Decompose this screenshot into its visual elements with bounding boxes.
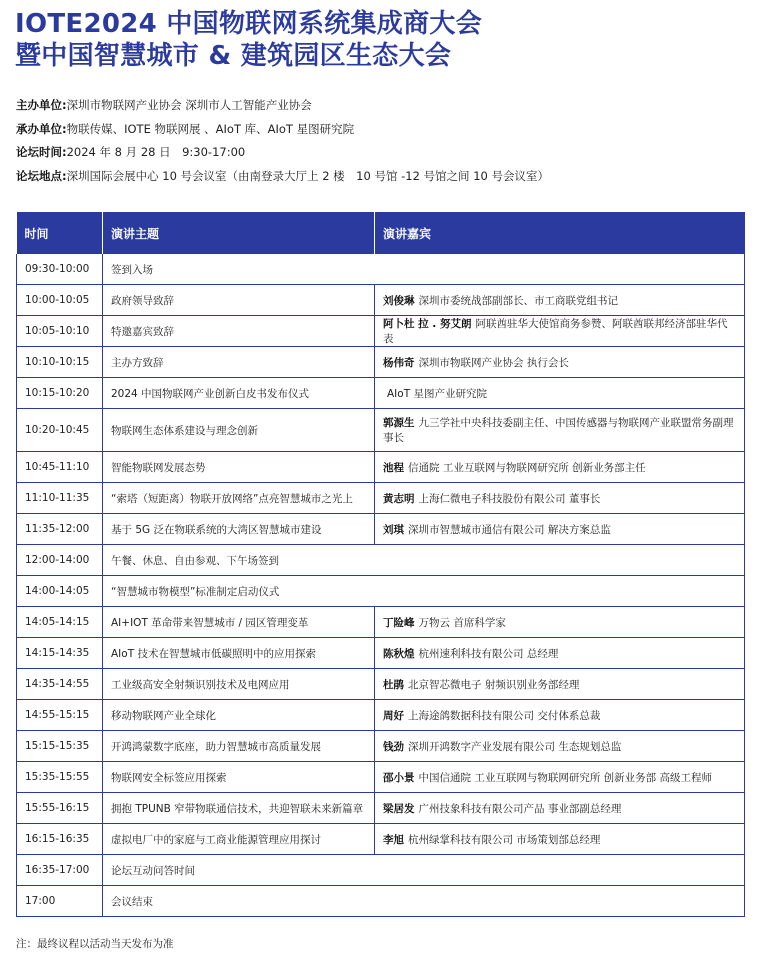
header-speaker: 演讲嘉宾 [375,212,745,254]
agenda-row [17,576,745,607]
info-time [16,141,549,165]
speaker-name: 郭源生 [383,417,415,429]
agenda-row [17,855,745,886]
info-label: 论坛地点: [16,168,67,183]
agenda-row [17,409,745,452]
agenda-time: 14:00-14:05 [17,576,103,607]
speaker-name: 陈秋煌 [383,647,415,660]
agenda-time: 15:15-15:35 [17,731,103,762]
agenda-speaker-cell [375,347,745,378]
speaker-title: 深圳市物联网产业协会 执行会长 [418,356,569,369]
speaker-name: 黄志明 [383,492,415,505]
info-value: 物联传媒、IOTE 物联网展 、AIoT 库、AIoT 星图研究院 [66,121,355,136]
agenda-topic: 移动物联网产业全球化 [103,700,375,731]
agenda-header-row [17,212,745,254]
agenda-time: 10:10-10:15 [17,347,103,378]
agenda-speaker-cell [375,731,745,762]
speaker-name: 刘俊琳 [383,294,415,307]
speaker-name: 阿卜杜 拉 . 努艾朗 [383,318,472,330]
agenda-row [17,700,745,731]
info-label: 主办单位: [16,98,67,112]
agenda-time: 10:05-10:10 [17,316,103,347]
agenda-speaker-cell [375,638,745,669]
agenda-topic: 智能物联网发展态势 [103,452,375,483]
agenda-topic: “智慧城市物模型”标准制定启动仪式 [103,576,745,607]
agenda-row [17,347,745,378]
agenda-row [17,762,745,793]
agenda-speaker-cell [375,452,745,483]
agenda-speaker-cell [375,700,745,731]
speaker-title: 万物云 首席科学家 [418,616,506,629]
speaker-title: 深圳市委统战部副部长、市工商联党组书记 [418,294,618,307]
agenda-row [17,285,745,316]
agenda-speaker-cell [375,483,745,514]
agenda-topic: 基于 5G 泛在物联系统的大湾区智慧城市建设 [103,514,375,545]
agenda-speaker-cell [375,409,745,452]
speaker-title: 上海仁微电子科技股份有限公司 董事长 [418,492,601,505]
info-value: 深圳国际会展中心 10 号会议室（由南登录大厅上 2 楼 10 号馆 -12 号馆之间 10 号会议室） [66,168,550,183]
agenda-row [17,316,745,347]
speaker-name: 李旭 [383,833,404,846]
agenda-time: 10:45-11:10 [17,452,103,483]
agenda-topic: 论坛互动问答时间 [103,855,745,886]
speaker-title: 杭州绿掌科技有限公司 市场策划部总经理 [408,833,601,846]
info-label: 论坛时间: [16,145,67,159]
agenda-time: 11:35-12:00 [17,514,103,545]
agenda-topic: 物联网安全标签应用探索 [103,762,375,793]
agenda-time: 15:55-16:15 [17,793,103,824]
speaker-title: 广州技象科技有限公司产品 事业部副总经理 [418,802,622,815]
info-coorganizer [16,118,549,142]
speaker-title: 九三学社中央科技委副主任、中国传感器与物联网产业联盟常务副理事长 [383,417,734,444]
page-title [15,8,482,72]
agenda-speaker-cell [375,824,745,855]
agenda-row [17,254,745,285]
agenda-speaker-cell [375,607,745,638]
agenda-row [17,378,745,409]
agenda-time: 11:10-11:35 [17,483,103,514]
agenda-row [17,514,745,545]
agenda-topic: “索塔（短距离）物联开放网络”点亮智慧城市之光上 [103,483,375,514]
footnote: 注：最终议程以活动当天发布为准 [16,938,174,950]
agenda-row [17,824,745,855]
agenda-speaker-cell [375,793,745,824]
agenda-time: 10:20-10:45 [17,409,103,452]
header-topic: 演讲主题 [103,212,375,254]
agenda-topic: 工业级高安全射频识别技术及电网应用 [103,669,375,700]
agenda-row [17,452,745,483]
speaker-title: 深圳开鸿数字产业发展有限公司 生态规划总监 [408,740,622,753]
speaker-title: 中国信通院 工业互联网与物联网研究所 创新业务部 高级工程师 [418,771,713,784]
agenda-speaker-cell [375,514,745,545]
agenda-time: 16:15-16:35 [17,824,103,855]
agenda-row [17,731,745,762]
header-time: 时间 [17,212,103,254]
agenda-row [17,607,745,638]
agenda-time: 12:00-14:00 [17,545,103,576]
info-value: 深圳市物联网产业协会 深圳市人工智能产业协会 [66,98,312,112]
agenda-speaker-cell [375,762,745,793]
speaker-name: 刘琪 [383,523,404,536]
speaker-title: 信通院 工业互联网与物联网研究所 创新业务部主任 [408,461,646,474]
agenda-time: 14:15-14:35 [17,638,103,669]
speaker-name: 梁居发 [383,802,415,815]
agenda-speaker-cell [375,669,745,700]
info-value: 2024 年 8 月 28 日 9:30-17:00 [66,145,246,159]
agenda-topic: 虚拟电厂中的家庭与工商业能源管理应用探讨 [103,824,375,855]
agenda-topic: 物联网生态体系建设与理念创新 [103,409,375,452]
agenda-time: 14:35-14:55 [17,669,103,700]
agenda-topic: 签到入场 [103,254,745,285]
agenda-row [17,638,745,669]
agenda-row [17,793,745,824]
speaker-name: 邵小景 [383,771,415,784]
agenda-body [17,254,745,917]
speaker-name: 杜鹃 [383,678,404,691]
agenda-time: 10:00-10:05 [17,285,103,316]
speaker-title: 上海途鸽数据科技有限公司 交付体系总裁 [408,709,601,722]
agenda-topic: AIoT 技术在智慧城市低碳照明中的应用探索 [103,638,375,669]
speaker-title: AIoT 星图产业研究院 [387,387,487,400]
event-info [16,94,549,188]
info-label: 承办单位: [16,121,67,136]
agenda-topic: 开鸿鸿蒙数字底座，助力智慧城市高质量发展 [103,731,375,762]
agenda-row [17,886,745,917]
agenda-time: 15:35-15:55 [17,762,103,793]
agenda-time: 16:35-17:00 [17,855,103,886]
agenda-table [16,212,745,917]
agenda-topic: 2024 中国物联网产业创新白皮书发布仪式 [103,378,375,409]
speaker-name: 丁险峰 [383,616,415,629]
agenda-topic: 特邀嘉宾致辞 [103,316,375,347]
agenda-speaker-cell [375,316,745,347]
agenda-topic: 拥抱 TPUNB 窄带物联通信技术，共迎智联未来新篇章 [103,793,375,824]
speaker-title: 深圳市智慧城市通信有限公司 解决方案总监 [408,523,611,536]
speaker-name: 周好 [383,709,404,722]
agenda-row [17,669,745,700]
agenda-time: 14:55-15:15 [17,700,103,731]
agenda-topic: 午餐、休息、自由参观、下午场签到 [103,545,745,576]
speaker-title: 杭州速利科技有限公司 总经理 [418,647,559,660]
agenda-time: 09:30-10:00 [17,254,103,285]
agenda-topic: 政府领导致辞 [103,285,375,316]
agenda-topic: 会议结束 [103,886,745,917]
agenda-speaker-cell [375,378,745,409]
info-venue [16,165,549,189]
info-organizer [16,94,549,118]
agenda-speaker-cell [375,285,745,316]
agenda-row [17,545,745,576]
speaker-title: 北京智芯微电子 射频识别业务部经理 [408,678,580,691]
agenda-topic: 主办方致辞 [103,347,375,378]
agenda-row [17,483,745,514]
speaker-title: 阿联酋驻华大使馆商务参赞、阿联酋联邦经济部驻华代表 [383,318,728,345]
agenda-time: 14:05-14:15 [17,607,103,638]
agenda-time: 10:15-10:20 [17,378,103,409]
agenda-topic: AI+IOT 革命带来智慧城市 / 园区管理变革 [103,607,375,638]
speaker-name: 杨伟奇 [383,356,415,369]
agenda-time: 17:00 [17,886,103,917]
title-line-1: IOTE2024 中国物联网系统集成商大会 [15,9,482,39]
title-line-2: 暨中国智慧城市 & 建筑园区生态大会 [15,41,452,71]
speaker-name: 钱劲 [383,740,404,753]
speaker-name: 池程 [383,461,404,474]
